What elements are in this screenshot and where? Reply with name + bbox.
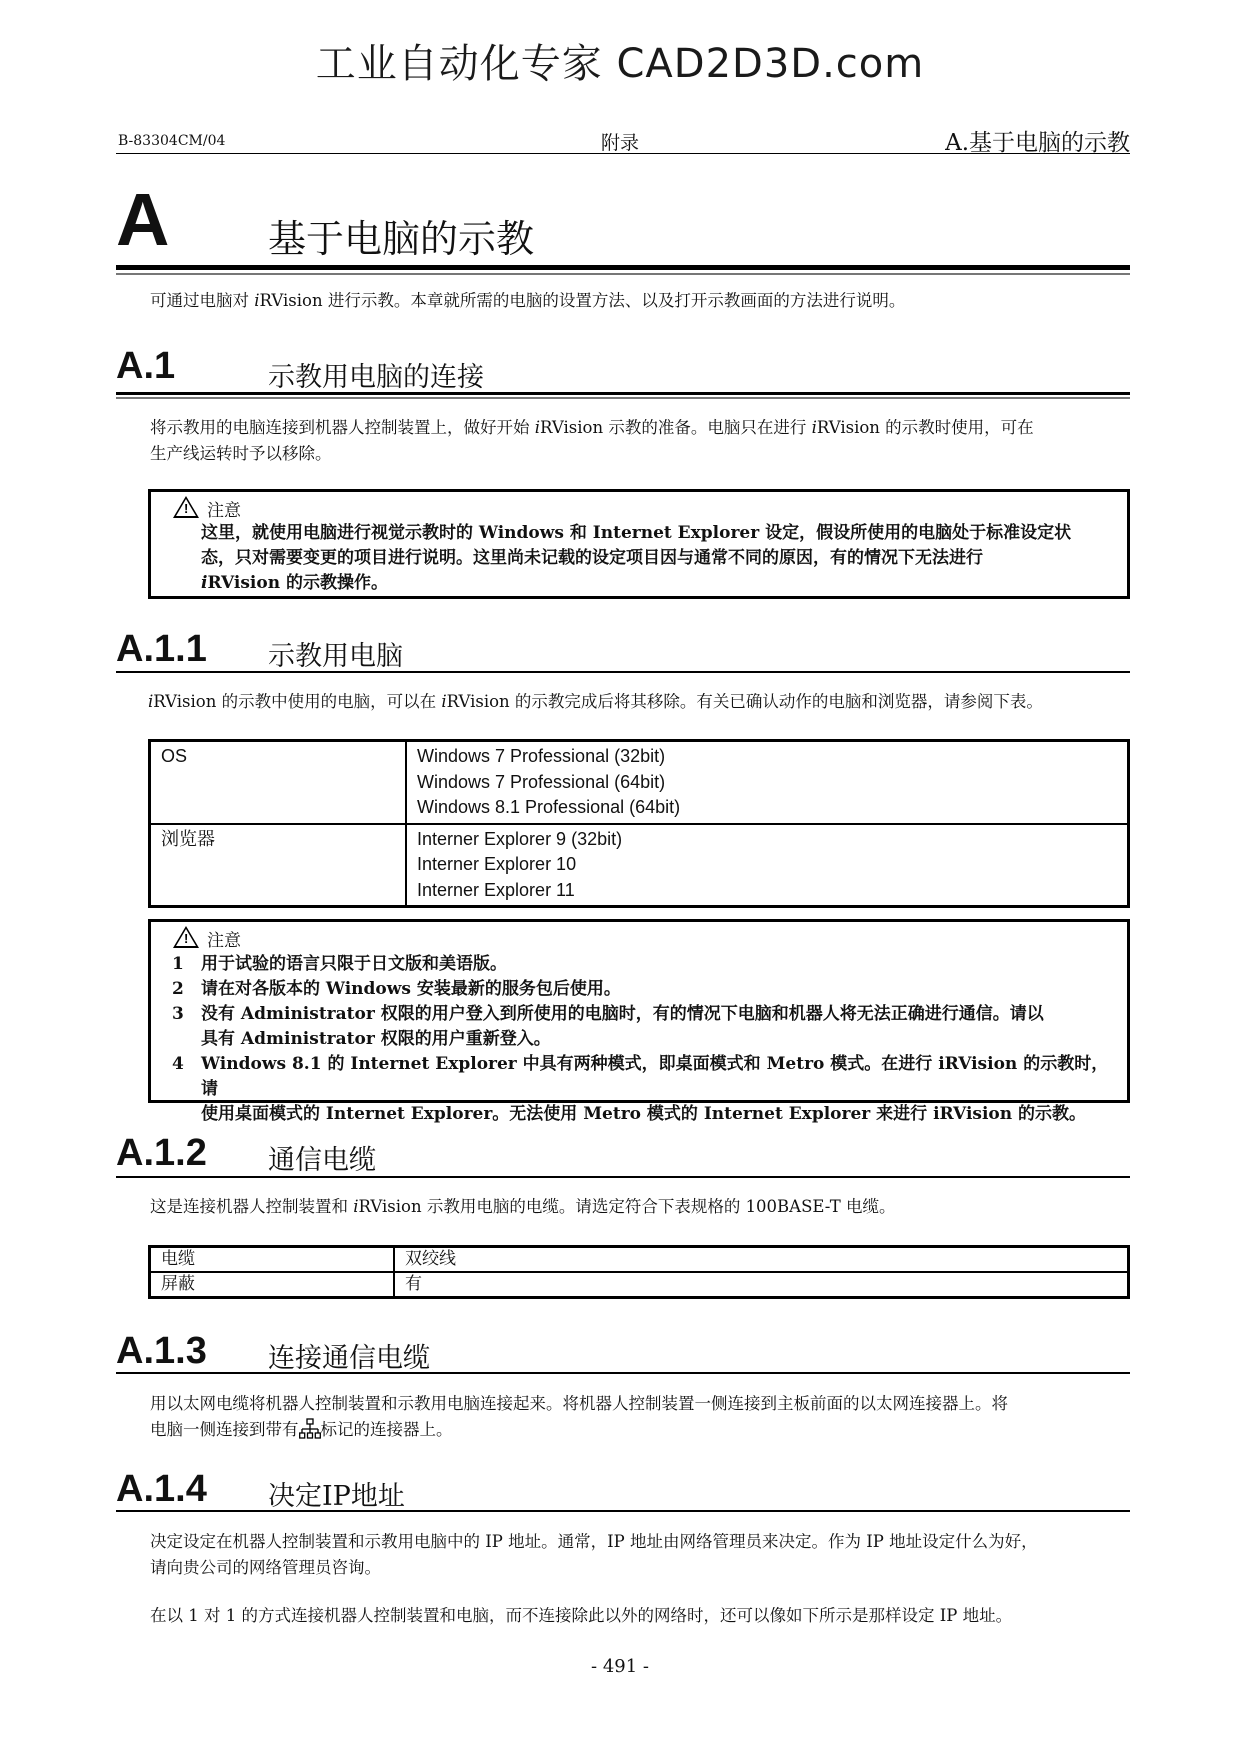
table-row	[150, 741, 1129, 824]
section-number: A.1.4	[116, 1468, 207, 1510]
table-cell-label: 浏览器	[150, 824, 407, 907]
table-value: Windows 7 Professional (64bit)	[417, 771, 666, 792]
warning-icon: !	[173, 926, 199, 948]
section-number: A.1.2	[116, 1132, 207, 1174]
table-cell-values	[406, 741, 1129, 824]
table-value: Windows 8.1 Professional (64bit)	[417, 797, 681, 817]
section-title: 示教用电脑的连接	[268, 362, 484, 393]
caution-text: 这里，就使用电脑进行视觉示教时的 Windows 和 Internet Explorer 设定，假设所使用的电脑处于标准设定状 态，只对需要变更的项目进行说明。这里尚未记载的设定项目因与通常不同的原因，有的情况下无法进行 iRVision 的示教操作。	[201, 523, 1072, 593]
header-right: A.基于电脑的示教	[945, 130, 1130, 156]
section-paragraph: 在以 1 对 1 的方式连接机器人控制装置和电脑，而不连接除此以外的网络时，还可以像如下所示是那样设定 IP 地址。	[150, 1606, 1013, 1625]
section-rule	[116, 1510, 1130, 1512]
os-browser-table	[148, 739, 1130, 908]
chapter-title: 基于电脑的示教	[268, 217, 535, 261]
section-title: 决定IP地址	[268, 1481, 405, 1512]
section-paragraph: iRVision 的示教中使用的电脑，可以在 iRVision 的示教完成后将其移除。有关已确认动作的电脑和浏览器，请参阅下表。	[148, 692, 1043, 711]
caution-box	[148, 919, 1130, 1124]
section-number: A.1.3	[116, 1330, 207, 1372]
lan-port-icon	[299, 1418, 321, 1440]
table-value: Interner Explorer 11	[417, 879, 575, 900]
table-value: Interner Explorer 9 (32bit)	[417, 828, 623, 849]
chapter-rule-thin	[116, 273, 1130, 275]
section-paragraph: 将示教用的电脑连接到机器人控制装置上，做好开始 iRVision 示教的准备。电脑只在进行 iRVision 的示教时使用，可在 生产线运转时予以移除。	[150, 418, 1034, 463]
table-row	[150, 824, 1129, 907]
section-title: 通信电缆	[268, 1145, 376, 1176]
chapter-letter: A	[116, 178, 170, 261]
caution-header: ! 注意	[173, 926, 241, 951]
doc-code: B-83304CM/04	[118, 133, 226, 149]
chapter-rule	[116, 265, 1130, 270]
header-center: 附录	[600, 132, 639, 154]
watermark-title: 工业自动化专家 CAD2D3D.com	[315, 41, 925, 87]
section-paragraph: 用以太网电缆将机器人控制装置和示教用电脑连接起来。将机器人控制装置一侧连接到主板前面的以太网连接器上。将 电脑一侧连接到带有 标记的连接器上。	[150, 1394, 1008, 1439]
header-rule	[116, 153, 1130, 154]
section-paragraph: 决定设定在机器人控制装置和示教用电脑中的 IP 地址。通常，IP 地址由网络管理员来决定。作为 IP 地址设定什么为好， 请向贵公司的网络管理员咨询。	[150, 1532, 1038, 1577]
intro-paragraph: 可通过电脑对 iRVision 进行示教。本章就所需的电脑的设置方法、以及打开示教画面的方法进行说明。	[150, 291, 906, 310]
caution-header: ! 注意	[173, 496, 241, 521]
table-value: Interner Explorer 10	[417, 854, 577, 874]
table-row	[150, 1272, 1129, 1298]
table-cell-value: 双绞线	[394, 1247, 1129, 1273]
section-rule	[116, 1176, 1130, 1178]
table-cell-label: 屏蔽	[150, 1272, 395, 1298]
page-number: - 491 -	[591, 1656, 649, 1677]
caution-box	[148, 489, 1130, 599]
section-rule	[116, 392, 1130, 395]
caution-list	[151, 952, 1113, 1127]
cable-spec-table	[148, 1245, 1130, 1299]
list-item: 3 没有 Administrator 权限的用户登入到所使用的电脑时，有的情况下电脑和机器人将无法正确进行通信。请以 具有 Administrator 权限的用户重新登入。	[172, 1004, 1044, 1049]
section-number: A.1.1	[116, 628, 207, 670]
table-cell-label: 电缆	[150, 1247, 395, 1273]
section-paragraph: 这是连接机器人控制装置和 iRVision 示教用电脑的电缆。请选定符合下表规格的 100BASE-T 电缆。	[150, 1197, 896, 1216]
table-value: Windows 7 Professional (32bit)	[417, 746, 666, 766]
section-title: 示教用电脑	[268, 641, 403, 672]
list-item: 1 用于试验的语言只限于日文版和美语版。	[172, 954, 507, 974]
table-row	[150, 1247, 1129, 1273]
list-item: 2 请在对各版本的 Windows 安装最新的服务包后使用。	[172, 979, 621, 999]
table-cell-value: 有	[394, 1272, 1129, 1298]
list-item: 4 Windows 8.1 的 Internet Explorer 中具有两种模式，即桌面模式和 Metro 模式。在进行 iRVision 的示教时，请 使用桌面模式的 Internet Explorer。无法使用 Metro 模式的 Internet Explorer 来进行 iRVision 的示教。	[172, 1054, 1109, 1124]
table-cell-values	[406, 824, 1129, 907]
section-rule-thin	[116, 397, 1130, 399]
table-cell-label: OS	[150, 741, 407, 824]
section-rule	[116, 671, 1130, 673]
section-number: A.1	[116, 345, 176, 387]
section-rule	[116, 1372, 1130, 1374]
section-title: 连接通信电缆	[268, 1343, 430, 1374]
warning-icon: !	[173, 496, 199, 518]
